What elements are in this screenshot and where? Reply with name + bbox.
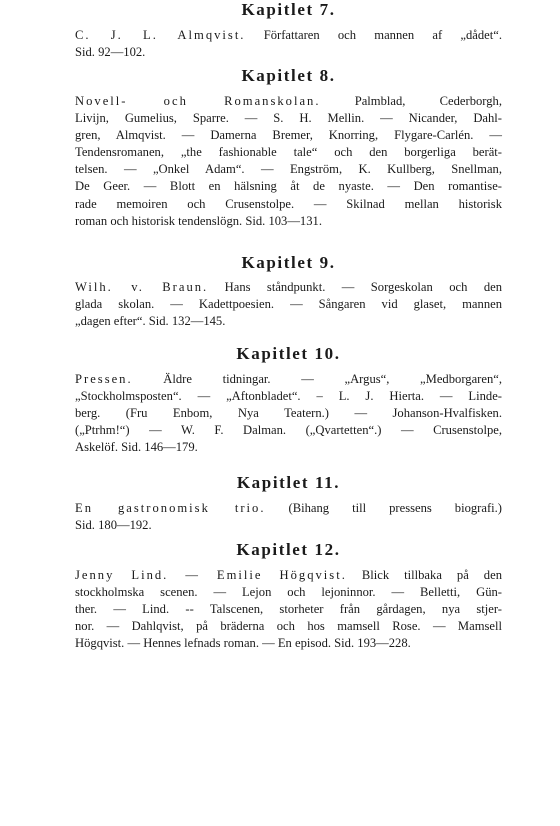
summary-line: Livijn, Gumelius, Sparre. — S. H. Mellin. — Nicander, Dahl-: [75, 111, 502, 126]
summary-line: „Stockholmsposten“. — „Aftonbladet“. – L. J. Hierta. — Linde-: [75, 389, 502, 404]
chapter-lead: Jenny Lind. — Emilie Högqvist.: [75, 568, 347, 582]
summary-line: stockholmska scenen. — Lejon och lejoninnor. — Belletti, Gün-: [75, 585, 502, 600]
summary-line: Askelöf. Sid. 146—179.: [75, 440, 198, 455]
chapter-title: Kapitlet 7.: [241, 0, 336, 19]
summary-line: C. J. L. Almqvist. Författaren och mannen af „dådet“.: [75, 28, 502, 42]
summary-line: rade memoiren och Crusenstolpe. — Skilnad mellan historisk: [75, 196, 502, 211]
chapter-lead: Wilh. v. Braun.: [75, 280, 209, 294]
summary-line: („Ptrhm!“) — W. F. Dalman. („Qvartetten“.) — Crusenstolpe,: [75, 423, 502, 438]
chapter-lead: C. J. L. Almqvist.: [75, 28, 246, 42]
summary-line: Högqvist. — Hennes lefnads roman. — En episod. Sid. 193—228.: [75, 636, 411, 651]
summary-line: Jenny Lind. — Emilie Högqvist. Blick tillbaka på den: [75, 568, 502, 582]
summary-line: „dagen efter“. Sid. 132—145.: [75, 314, 226, 329]
summary-line: Novell- och Romanskolan. Palmblad, Cederborgh,: [75, 94, 502, 108]
chapter-lead: Novell- och Romanskolan.: [75, 94, 321, 108]
summary-line: Wilh. v. Braun. Hans ståndpunkt. — Sorgeskolan och den: [75, 280, 502, 294]
chapter-12: [75, 540, 502, 652]
chapter-title: Kapitlet 8.: [241, 66, 336, 85]
chapter-summary: [75, 27, 502, 61]
summary-line: Tendensromanen, „the fashionable tale“ och den borgerliga berät-: [75, 145, 502, 160]
summary-line: berg. (Fru Enbom, Nya Teatern.) — Johanson-Hvalfisken.: [75, 406, 502, 421]
summary-line: glada skolan. — Kadettpoesien. — Sångaren vid glaset, mannen: [75, 297, 502, 312]
summary-line: En gastronomisk trio. (Bihang till pressens biografi.): [75, 501, 502, 515]
summary-line: Sid. 180—192.: [75, 518, 152, 533]
chapter-title: Kapitlet 11.: [236, 473, 341, 492]
chapter-7: [75, 0, 502, 61]
summary-line: telsen. — „Onkel Adam“. — Engström, K. Kullberg, Snellman,: [75, 162, 502, 177]
chapter-title: Kapitlet 10.: [236, 344, 341, 363]
chapter-title: Kapitlet 12.: [236, 540, 341, 559]
chapter-summary: [75, 93, 502, 230]
summary-line: nor. — Dahlqvist, på bräderna och hos mamsell Rose. — Mamsell: [75, 619, 502, 634]
chapter-lead: Pressen.: [75, 372, 133, 386]
summary-line: Sid. 92—102.: [75, 45, 146, 60]
chapter-title: Kapitlet 9.: [241, 253, 336, 272]
chapter-summary: [75, 500, 502, 534]
summary-line: ther. — Lind. -- Talscenen, storheter från gårdagen, nya stjer-: [75, 602, 502, 617]
chapter-8: [75, 66, 502, 230]
chapter-summary: [75, 371, 502, 456]
summary-line: roman och historisk tendenslögn. Sid. 103—131.: [75, 213, 322, 228]
chapter-9: [75, 253, 502, 330]
summary-line: Pressen. Äldre tidningar. — „Argus“, „Medborgaren“,: [75, 372, 502, 386]
summary-line: gren, Almqvist. — Damerna Bremer, Knorring, Flygare-Carlén. —: [75, 128, 502, 143]
chapter-summary: [75, 567, 502, 652]
summary-line: De Geer. — Blott en hälsning åt de nyaste. — Den romantise-: [75, 179, 502, 194]
chapter-lead: En gastronomisk trio.: [75, 501, 266, 515]
chapter-10: [75, 344, 502, 456]
chapter-summary: [75, 279, 502, 330]
chapter-11: [75, 473, 502, 534]
